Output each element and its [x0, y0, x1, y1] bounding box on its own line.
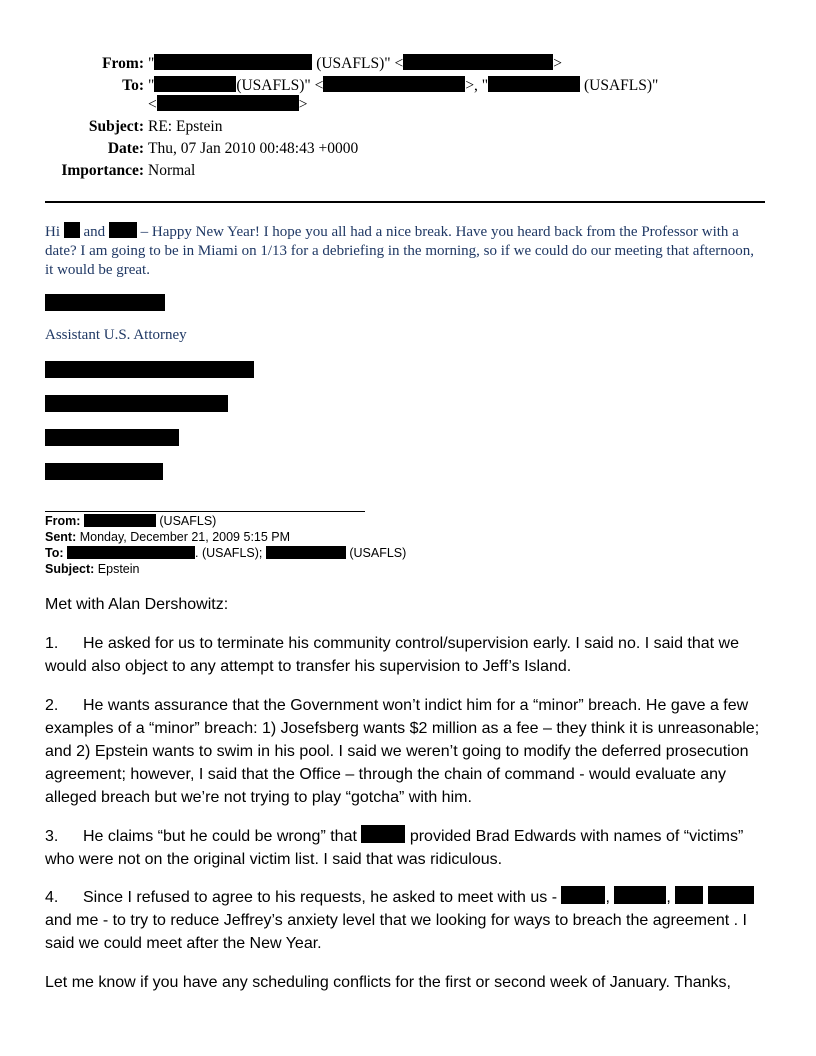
redaction-block [323, 76, 465, 92]
body-paragraph-4: 4. Since I refused to agree to his requests, he asked to meet with us - , , and me - to try to reduce Jeffrey’s anxiety level that we looking for ways to breach the agreement . I said we could meet after the New Year. [45, 886, 775, 955]
forwarded-header [45, 513, 406, 577]
redaction-block [675, 886, 703, 904]
date-value: Thu, 07 Jan 2010 00:48:43 +0000 [148, 140, 359, 157]
forwarded-subject: Subject: Epstein [45, 562, 140, 576]
redaction-block [109, 222, 137, 238]
redaction-block [488, 76, 580, 92]
redaction-block [403, 54, 553, 70]
redaction-block [154, 76, 236, 92]
redacted-signature-line [45, 395, 228, 412]
reply-paragraph: Hi and – Happy New Year! I hope you all had a nice break. Have you heard back from the Professor with a date? I am going to be in Miami on 1/13 for a debriefing in the morning, so if we could do our meeting that afternoon, it would be great. [45, 224, 754, 278]
forwarded-to: To: . (USAFLS); (USAFLS) [45, 546, 407, 560]
importance-label: Importance: [61, 162, 144, 179]
forwarded-from: From: (USAFLS) [45, 514, 217, 528]
from-value: " (USAFLS)" < > [148, 55, 562, 72]
redaction-block [154, 54, 312, 70]
importance-value: Normal [148, 162, 196, 179]
subject-label: Subject: [88, 118, 144, 135]
redaction-block [157, 95, 299, 111]
body-paragraph-2: 2. He wants assurance that the Government won’t indict him for a “minor” breach. He gave a few examples of a “minor” breach: 1) Josefsberg wants $2 million as a fee – they think it is unreasonable; and 2) Epstein wants to swim in his pool. I said we weren’t going to modify the deferred prosecution agreement; however, I said that the Office – through the chain of command - would evaluate any alleged breach but we’re not trying to play “gotcha” with him. [45, 697, 760, 806]
redaction-block [67, 546, 195, 559]
redaction-block [561, 886, 605, 904]
to-value-line2: < > [148, 96, 308, 113]
forwarded-sent: Sent: Monday, December 21, 2009 5:15 PM [45, 530, 291, 544]
redacted-signature-line [45, 361, 254, 378]
header-divider [45, 201, 765, 203]
redacted-signature-line [45, 463, 163, 480]
to-label: To: [122, 77, 144, 94]
body-intro: Met with Alan Dershowitz: [45, 596, 229, 613]
body-closing: Let me know if you have any scheduling conflicts for the first or second week of January. Thanks, [45, 974, 731, 991]
redacted-signature-name [45, 294, 165, 311]
redaction-block [708, 886, 754, 904]
redacted-signature-line [45, 429, 179, 446]
to-value: " (USAFLS)" < >, " (USAFLS)" [148, 77, 659, 94]
signature-title: Assistant U.S. Attorney [45, 327, 187, 343]
body-paragraph-1: 1. He asked for us to terminate his community control/supervision early. I said no. I said that we would also object to any attempt to transfer his supervision to Jeff’s Island. [45, 635, 739, 675]
date-label: Date: [107, 140, 144, 157]
redaction-block [84, 514, 156, 527]
subject-value: RE: Epstein [148, 118, 223, 135]
forward-divider [45, 511, 365, 512]
body-paragraph-3: 3. He claims “but he could be wrong” that provided Brad Edwards with names of “victims” who were not on the original victim list. I said that was ridiculous. [45, 825, 775, 871]
redaction-block [614, 886, 666, 904]
redaction-block [361, 825, 405, 843]
from-label: From: [102, 55, 144, 72]
redaction-block [64, 222, 80, 238]
redaction-block [266, 546, 346, 559]
